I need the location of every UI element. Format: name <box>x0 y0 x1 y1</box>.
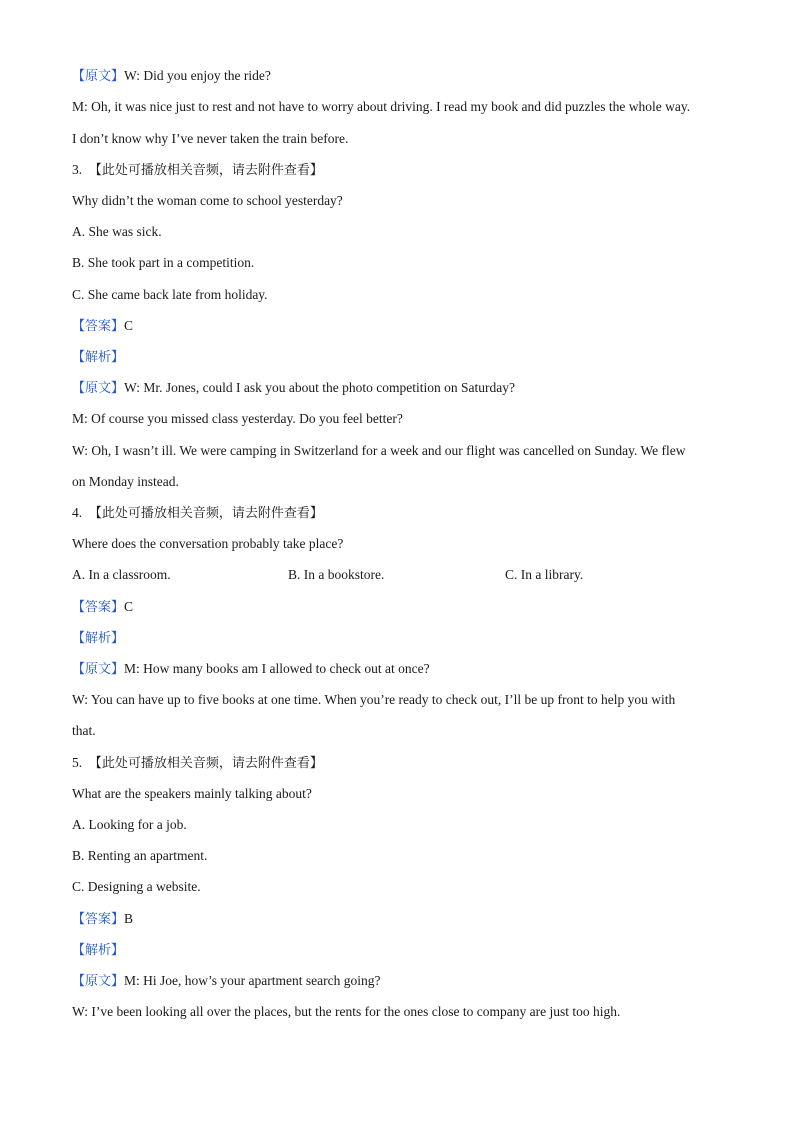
q2-transcript-line-2: M: Oh, it was nice just to rest and not have to worry about driving. I read my book and did puzzles the whole way. <box>72 99 691 114</box>
q5-question: What are the speakers mainly talking about? <box>72 786 312 801</box>
q4-transcript-line-2: W: You can have up to five books at one time. When you’re ready to check out, I’ll be up front to help you with <box>72 692 676 707</box>
q3-option-c: C. She came back late from holiday. <box>72 287 268 302</box>
q5-transcript-line-2: W: I’ve been looking all over the places, but the rents for the ones close to company are just too high. <box>72 1004 621 1019</box>
q3-transcript-line-4: on Monday instead. <box>72 474 179 489</box>
q5-transcript-line-1: 【原文】M: Hi Joe, how’s your apartment search going? <box>72 973 381 989</box>
audio-note: 【此处可播放相关音频，请去附件查看】 <box>88 163 323 178</box>
q4-header: 4. 【此处可播放相关音频，请去附件查看】 <box>72 505 323 521</box>
q4-question: Where does the conversation probably take place? <box>72 536 344 551</box>
q5-option-c: C. Designing a website. <box>72 879 201 894</box>
q5-option-a: A. Looking for a job. <box>72 817 187 832</box>
q5-option-b: B. Renting an apartment. <box>72 848 208 863</box>
q4-option-c: C. In a library. <box>505 567 584 582</box>
q3-transcript-line-3: W: Oh, I wasn’t ill. We were camping in Switzerland for a week and our flight was cancelled on Sunday. We flew <box>72 443 686 458</box>
q4-analysis: 【解析】 <box>72 631 125 646</box>
q3-option-a: A. She was sick. <box>72 224 162 239</box>
q5-header: 5. 【此处可播放相关音频，请去附件查看】 <box>72 755 323 771</box>
q3-analysis: 【解析】 <box>72 350 125 365</box>
q3-option-b: B. She took part in a competition. <box>72 255 255 270</box>
q5-answer: 【答案】B <box>72 911 134 927</box>
q3-header: 3. 【此处可播放相关音频，请去附件查看】 <box>72 162 323 178</box>
q3-transcript-line-2: M: Of course you missed class yesterday. Do you feel better? <box>72 411 403 426</box>
q4-answer: 【答案】C <box>72 599 134 615</box>
q4-option-b: B. In a bookstore. <box>288 567 385 582</box>
q4-transcript-line-3: that. <box>72 723 96 738</box>
q2-transcript-line-3: I don’t know why I’ve never taken the train before. <box>72 131 349 146</box>
q3-question: Why didn’t the woman come to school yesterday? <box>72 193 343 208</box>
q2-transcript-line-1: 【原文】W: Did you enjoy the ride? <box>72 68 271 84</box>
original-tag: 【原文】 <box>72 69 125 84</box>
q3-answer: 【答案】C <box>72 318 134 334</box>
q3-transcript-line-1: 【原文】W: Mr. Jones, could I ask you about the photo competition on Saturday? <box>72 380 515 396</box>
q4-transcript-line-1: 【原文】M: How many books am I allowed to check out at once? <box>72 661 430 677</box>
q5-analysis: 【解析】 <box>72 943 125 958</box>
q4-option-a: A. In a classroom. <box>72 567 171 582</box>
